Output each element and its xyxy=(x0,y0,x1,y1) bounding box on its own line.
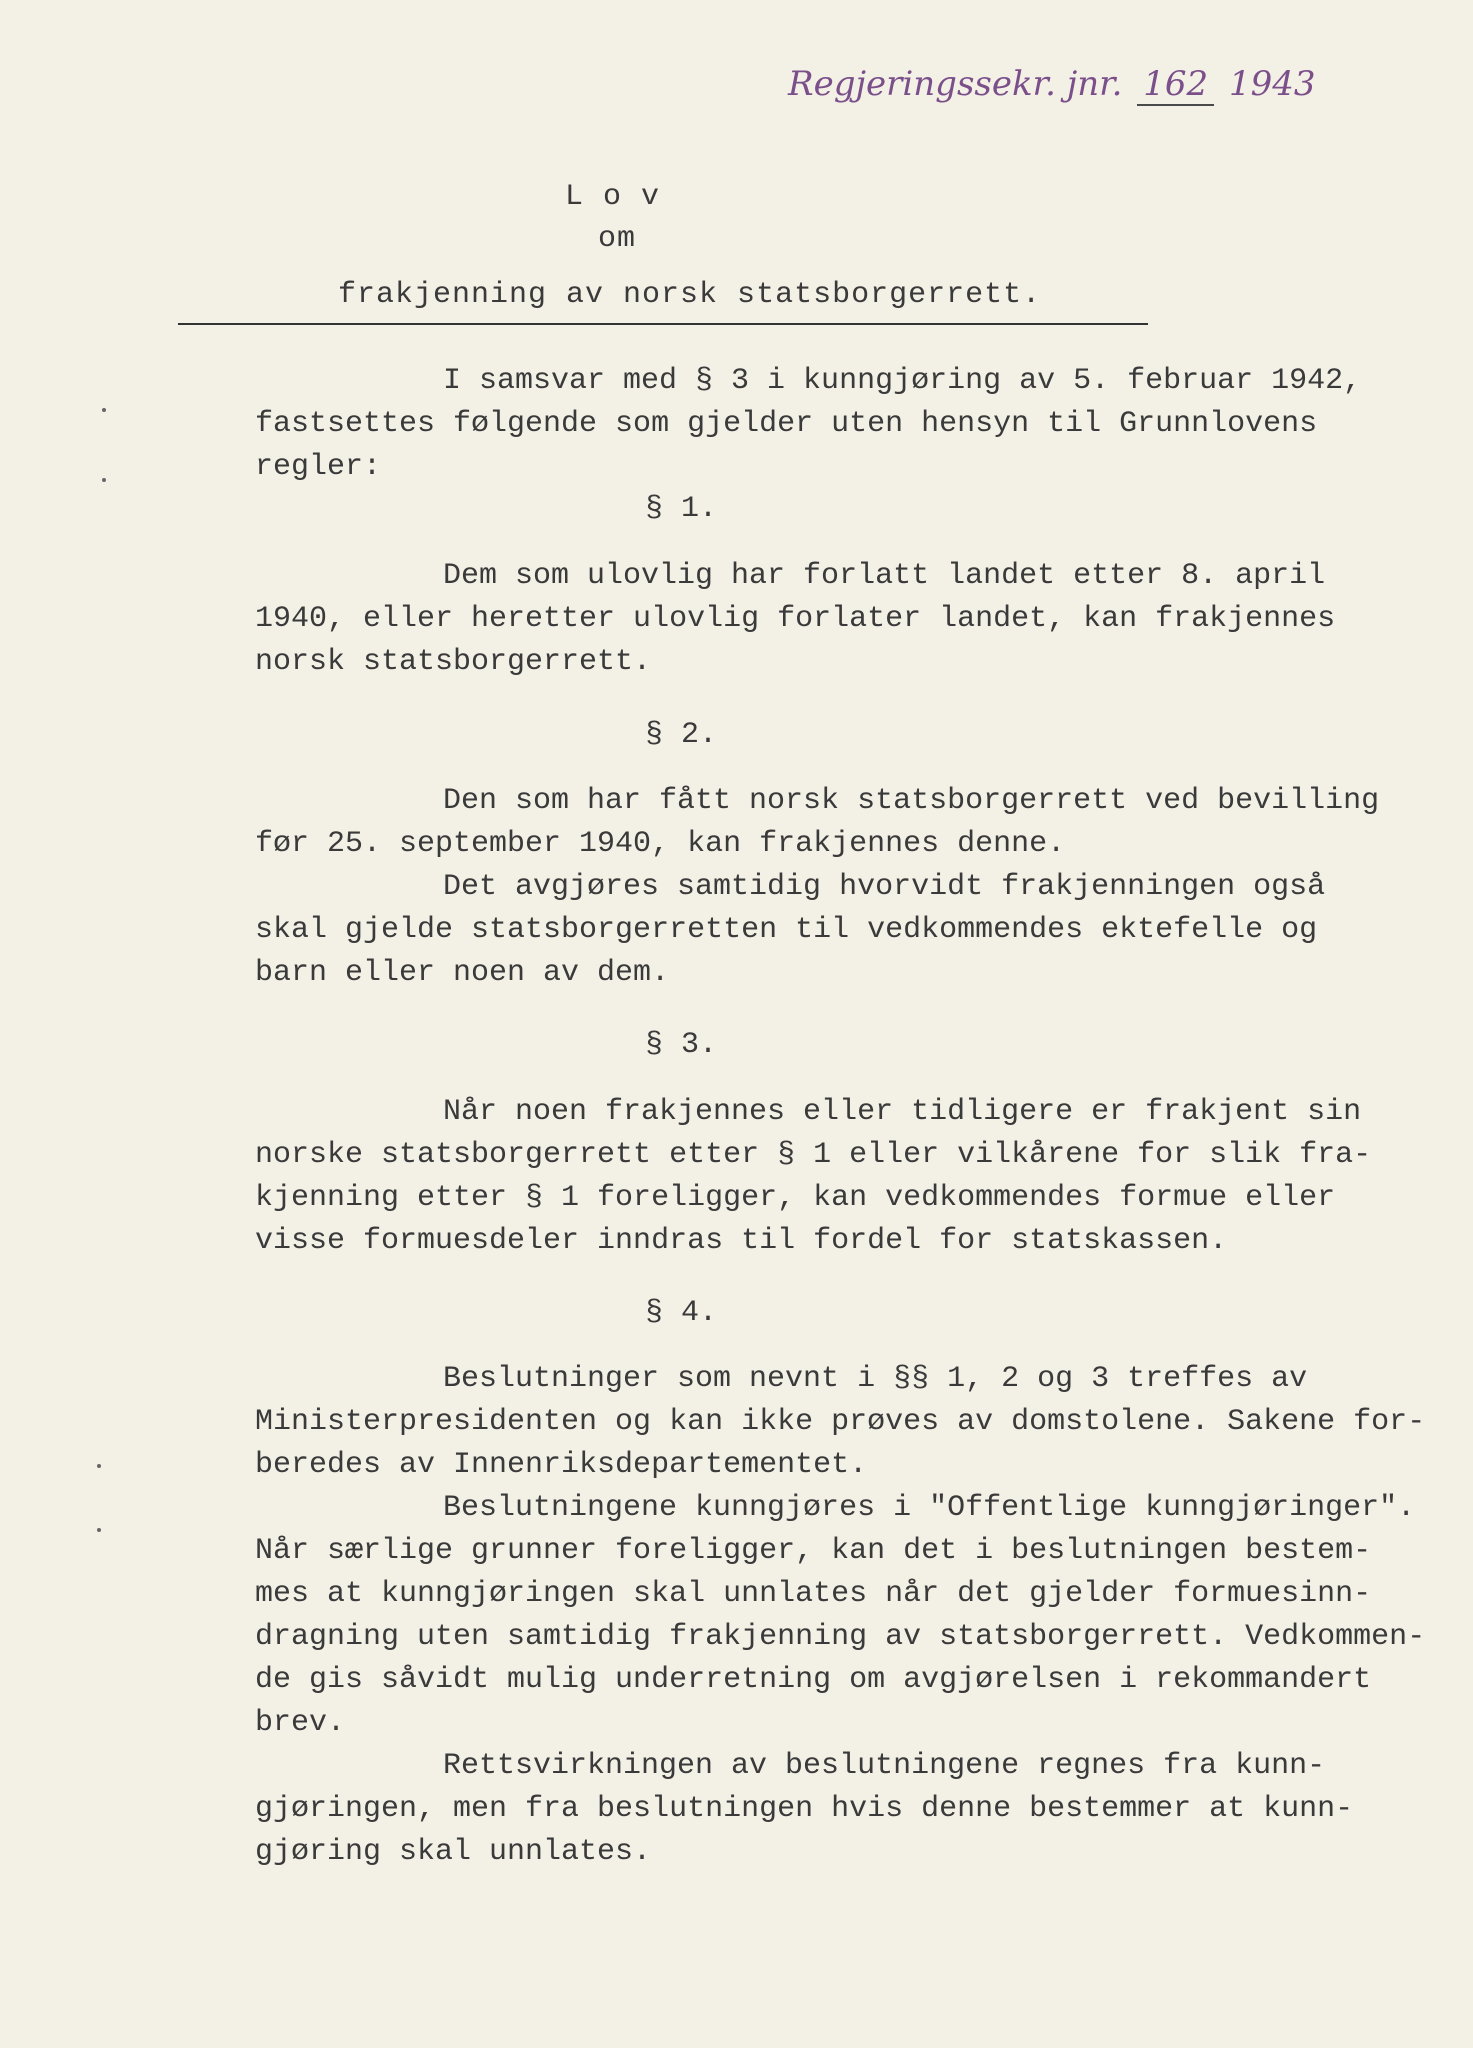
section-3-line: visse formuesdeler inndras til fordel for statskassen. xyxy=(255,1224,1228,1258)
section-2-line: Den som har fått norsk statsborgerrett ved bevilling xyxy=(443,784,1380,818)
heading-subject: frakjenning av norsk statsborgerrett. xyxy=(338,278,1042,312)
section-sign-4: § 4. xyxy=(645,1296,718,1330)
section-4-line: Når særlige grunner foreligger, kan det i beslutningen bestem- xyxy=(255,1534,1372,1568)
section-sign-2: § 2. xyxy=(645,718,718,752)
section-4-line: mes at kunngjøringen skal unnlates når det gjelder formuesinn- xyxy=(255,1577,1372,1611)
section-4-line: gjøringen, men fra beslutningen hvis denne bestemmer at kunn- xyxy=(255,1792,1354,1826)
section-1-line: 1940, eller heretter ulovlig forlater landet, kan frakjennes xyxy=(255,602,1336,636)
journal-year: 1943 xyxy=(1229,64,1316,104)
section-4-line: brev. xyxy=(255,1706,346,1740)
section-1-line: norsk statsborgerrett. xyxy=(255,645,652,679)
section-3-line: Når noen frakjennes eller tidligere er frakjent sin xyxy=(443,1095,1362,1129)
section-3-line: kjenning etter § 1 foreligger, kan vedkommendes formue eller xyxy=(255,1181,1336,1215)
margin-speck xyxy=(97,1528,101,1532)
section-2-line: før 25. september 1940, kan frakjennes denne. xyxy=(255,827,1066,861)
section-4-line: dragning uten samtidig frakjenning av statsborgerrett. Vedkommen- xyxy=(255,1620,1426,1654)
margin-speck xyxy=(97,1464,101,1468)
margin-speck xyxy=(102,408,106,412)
section-sign-1: § 1. xyxy=(645,492,718,526)
section-2-line: Det avgjøres samtidig hvorvidt frakjenningen også xyxy=(443,870,1326,904)
section-4-line: Rettsvirkningen av beslutningene regnes fra kunn- xyxy=(443,1749,1326,1783)
section-2-line: barn eller noen av dem. xyxy=(255,956,670,990)
section-4-line: gjøring skal unnlates. xyxy=(255,1835,652,1869)
heading-om: om xyxy=(598,222,637,256)
journal-number: 162 xyxy=(1137,64,1214,106)
journal-stamp-prefix: Regjeringssekr. jnr. xyxy=(788,64,1123,104)
section-2-line: skal gjelde statsborgerretten til vedkommendes ektefelle og xyxy=(255,913,1318,947)
section-3-line: norske statsborgerrett etter § 1 eller vilkårene for slik fra- xyxy=(255,1138,1372,1172)
section-4-line: Beslutningene kunngjøres i "Offentlige kunngjøringer". xyxy=(443,1491,1416,1525)
section-1-line: Dem som ulovlig har forlatt landet etter 8. april xyxy=(443,559,1326,593)
section-sign-3: § 3. xyxy=(645,1028,718,1062)
heading-lov: L o v xyxy=(565,180,661,214)
intro-line: regler: xyxy=(255,450,382,484)
section-4-line: beredes av Innenriksdepartementet. xyxy=(255,1448,868,1482)
intro-line: I samsvar med § 3 i kunngjøring av 5. februar 1942, xyxy=(443,364,1362,398)
intro-line: fastsettes følgende som gjelder uten hensyn til Grunnlovens xyxy=(255,407,1318,441)
section-4-line: de gis såvidt mulig underretning om avgjørelsen i rekommandert xyxy=(255,1663,1372,1697)
section-4-line: Beslutninger som nevnt i §§ 1, 2 og 3 treffes av xyxy=(443,1362,1308,1396)
margin-speck xyxy=(102,478,106,482)
section-4-line: Ministerpresidenten og kan ikke prøves av domstolene. Sakene for- xyxy=(255,1405,1426,1439)
heading-rule xyxy=(178,323,1148,325)
journal-stamp xyxy=(788,64,1316,106)
